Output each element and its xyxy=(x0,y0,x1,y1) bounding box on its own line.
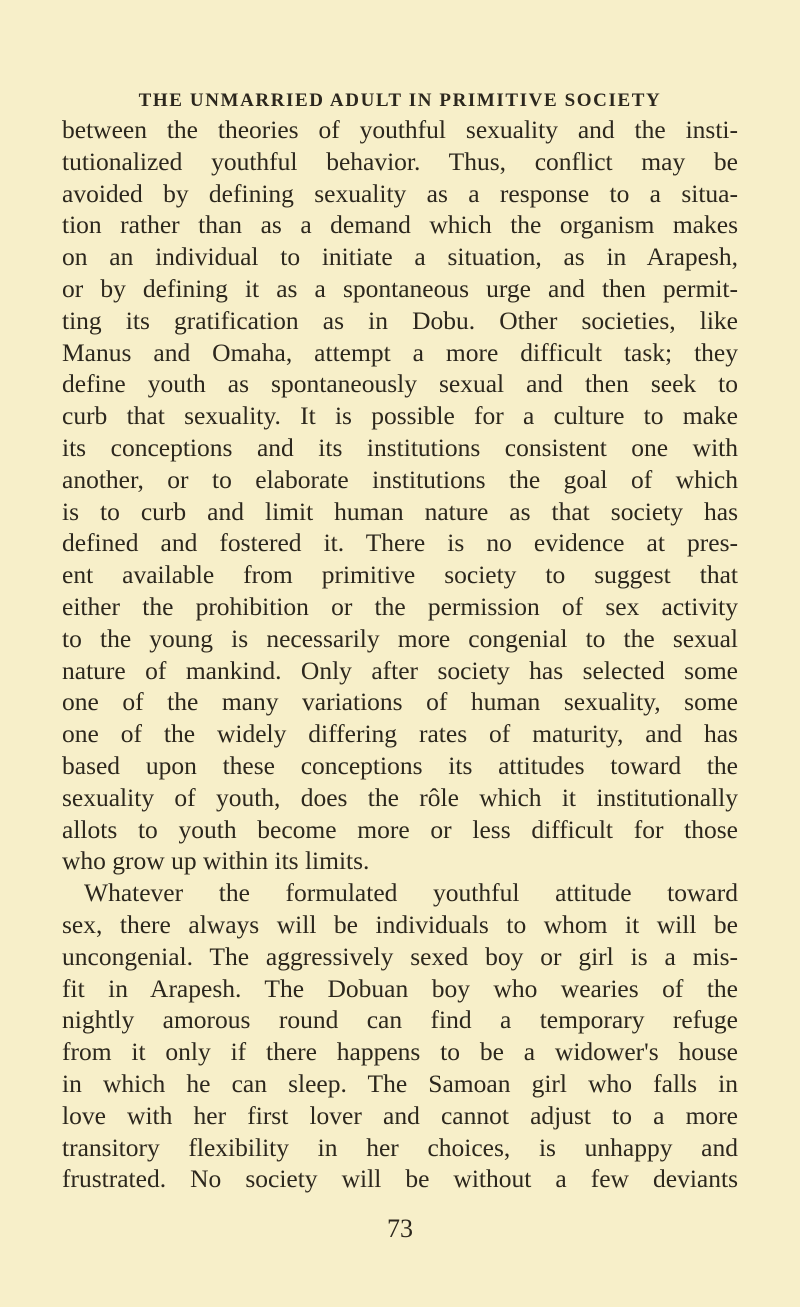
text-line: in which he can sleep. The Samoan girl who falls in xyxy=(62,1068,738,1098)
text-line: fit in Arapesh. The Dobuan boy who wearies of the xyxy=(62,973,738,1003)
text-line: one of the widely differing rates of maturity, and has xyxy=(62,719,738,749)
text-line: its conceptions and its institutions consistent one with xyxy=(62,432,738,462)
text-line: defined and fostered it. There is no evidence at pres- xyxy=(62,528,738,558)
text-line: sex, there always will be individuals to whom it will be xyxy=(62,909,738,939)
text-line: between the theories of youthful sexuality and the insti- xyxy=(62,115,738,144)
text-line: is to curb and limit human nature as that society has xyxy=(62,496,738,526)
text-line: love with her first lover and cannot adjust to a more xyxy=(62,1100,738,1130)
text-line: tion rather than as a demand which the organism makes xyxy=(62,210,738,240)
text-line: Whatever the formulated youthful attitude toward xyxy=(84,878,738,908)
text-line: nature of mankind. Only after society has selected some xyxy=(62,655,738,685)
running-head: THE UNMARRIED ADULT IN PRIMITIVE SOCIETY xyxy=(138,90,662,111)
page-number: 73 xyxy=(387,1214,413,1243)
text-line: based upon these conceptions its attitudes toward the xyxy=(62,750,738,780)
text-line: to the young is necessarily more congenial to the sexual xyxy=(62,623,738,653)
text-line: one of the many variations of human sexuality, some xyxy=(62,687,738,717)
text-line: avoided by defining sexuality as a response to a situa- xyxy=(62,178,738,208)
text-line: another, or to elaborate institutions the goal of which xyxy=(62,464,738,494)
paragraph xyxy=(62,877,738,1195)
text-line: from it only if there happens to be a widower's house xyxy=(62,1037,738,1067)
text-line: Manus and Omaha, attempt a more difficult task; they xyxy=(62,337,738,367)
text-line: uncongenial. The aggressively sexed boy or girl is a mis- xyxy=(62,941,738,971)
text-line: sexuality of youth, does the rôle which it institutionally xyxy=(62,782,738,812)
text-line: nightly amorous round can find a temporary refuge xyxy=(62,1005,738,1035)
text-line: who grow up within its limits. xyxy=(62,846,370,876)
text-line: allots to youth become more or less difficult for those xyxy=(62,814,738,844)
text-line: define youth as spontaneously sexual and then seek to xyxy=(62,369,738,399)
text-line: frustrated. No society will be without a few deviants xyxy=(62,1164,738,1194)
text-line: either the prohibition or the permission of sex activity xyxy=(62,591,738,621)
text-line: on an individual to initiate a situation, as in Arapesh, xyxy=(62,242,738,272)
text-line: or by defining it as a spontaneous urge and then permit- xyxy=(62,273,738,303)
body-text xyxy=(62,114,738,1195)
text-line: ting its gratification as in Dobu. Other societies, like xyxy=(62,305,738,335)
paragraph xyxy=(62,114,738,877)
text-line: transitory flexibility in her choices, is unhappy and xyxy=(62,1132,738,1162)
text-line: curb that sexuality. It is possible for a culture to make xyxy=(62,401,738,431)
text-line: ent available from primitive society to suggest that xyxy=(62,560,738,590)
text-line: tutionalized youthful behavior. Thus, conflict may be xyxy=(62,146,738,176)
